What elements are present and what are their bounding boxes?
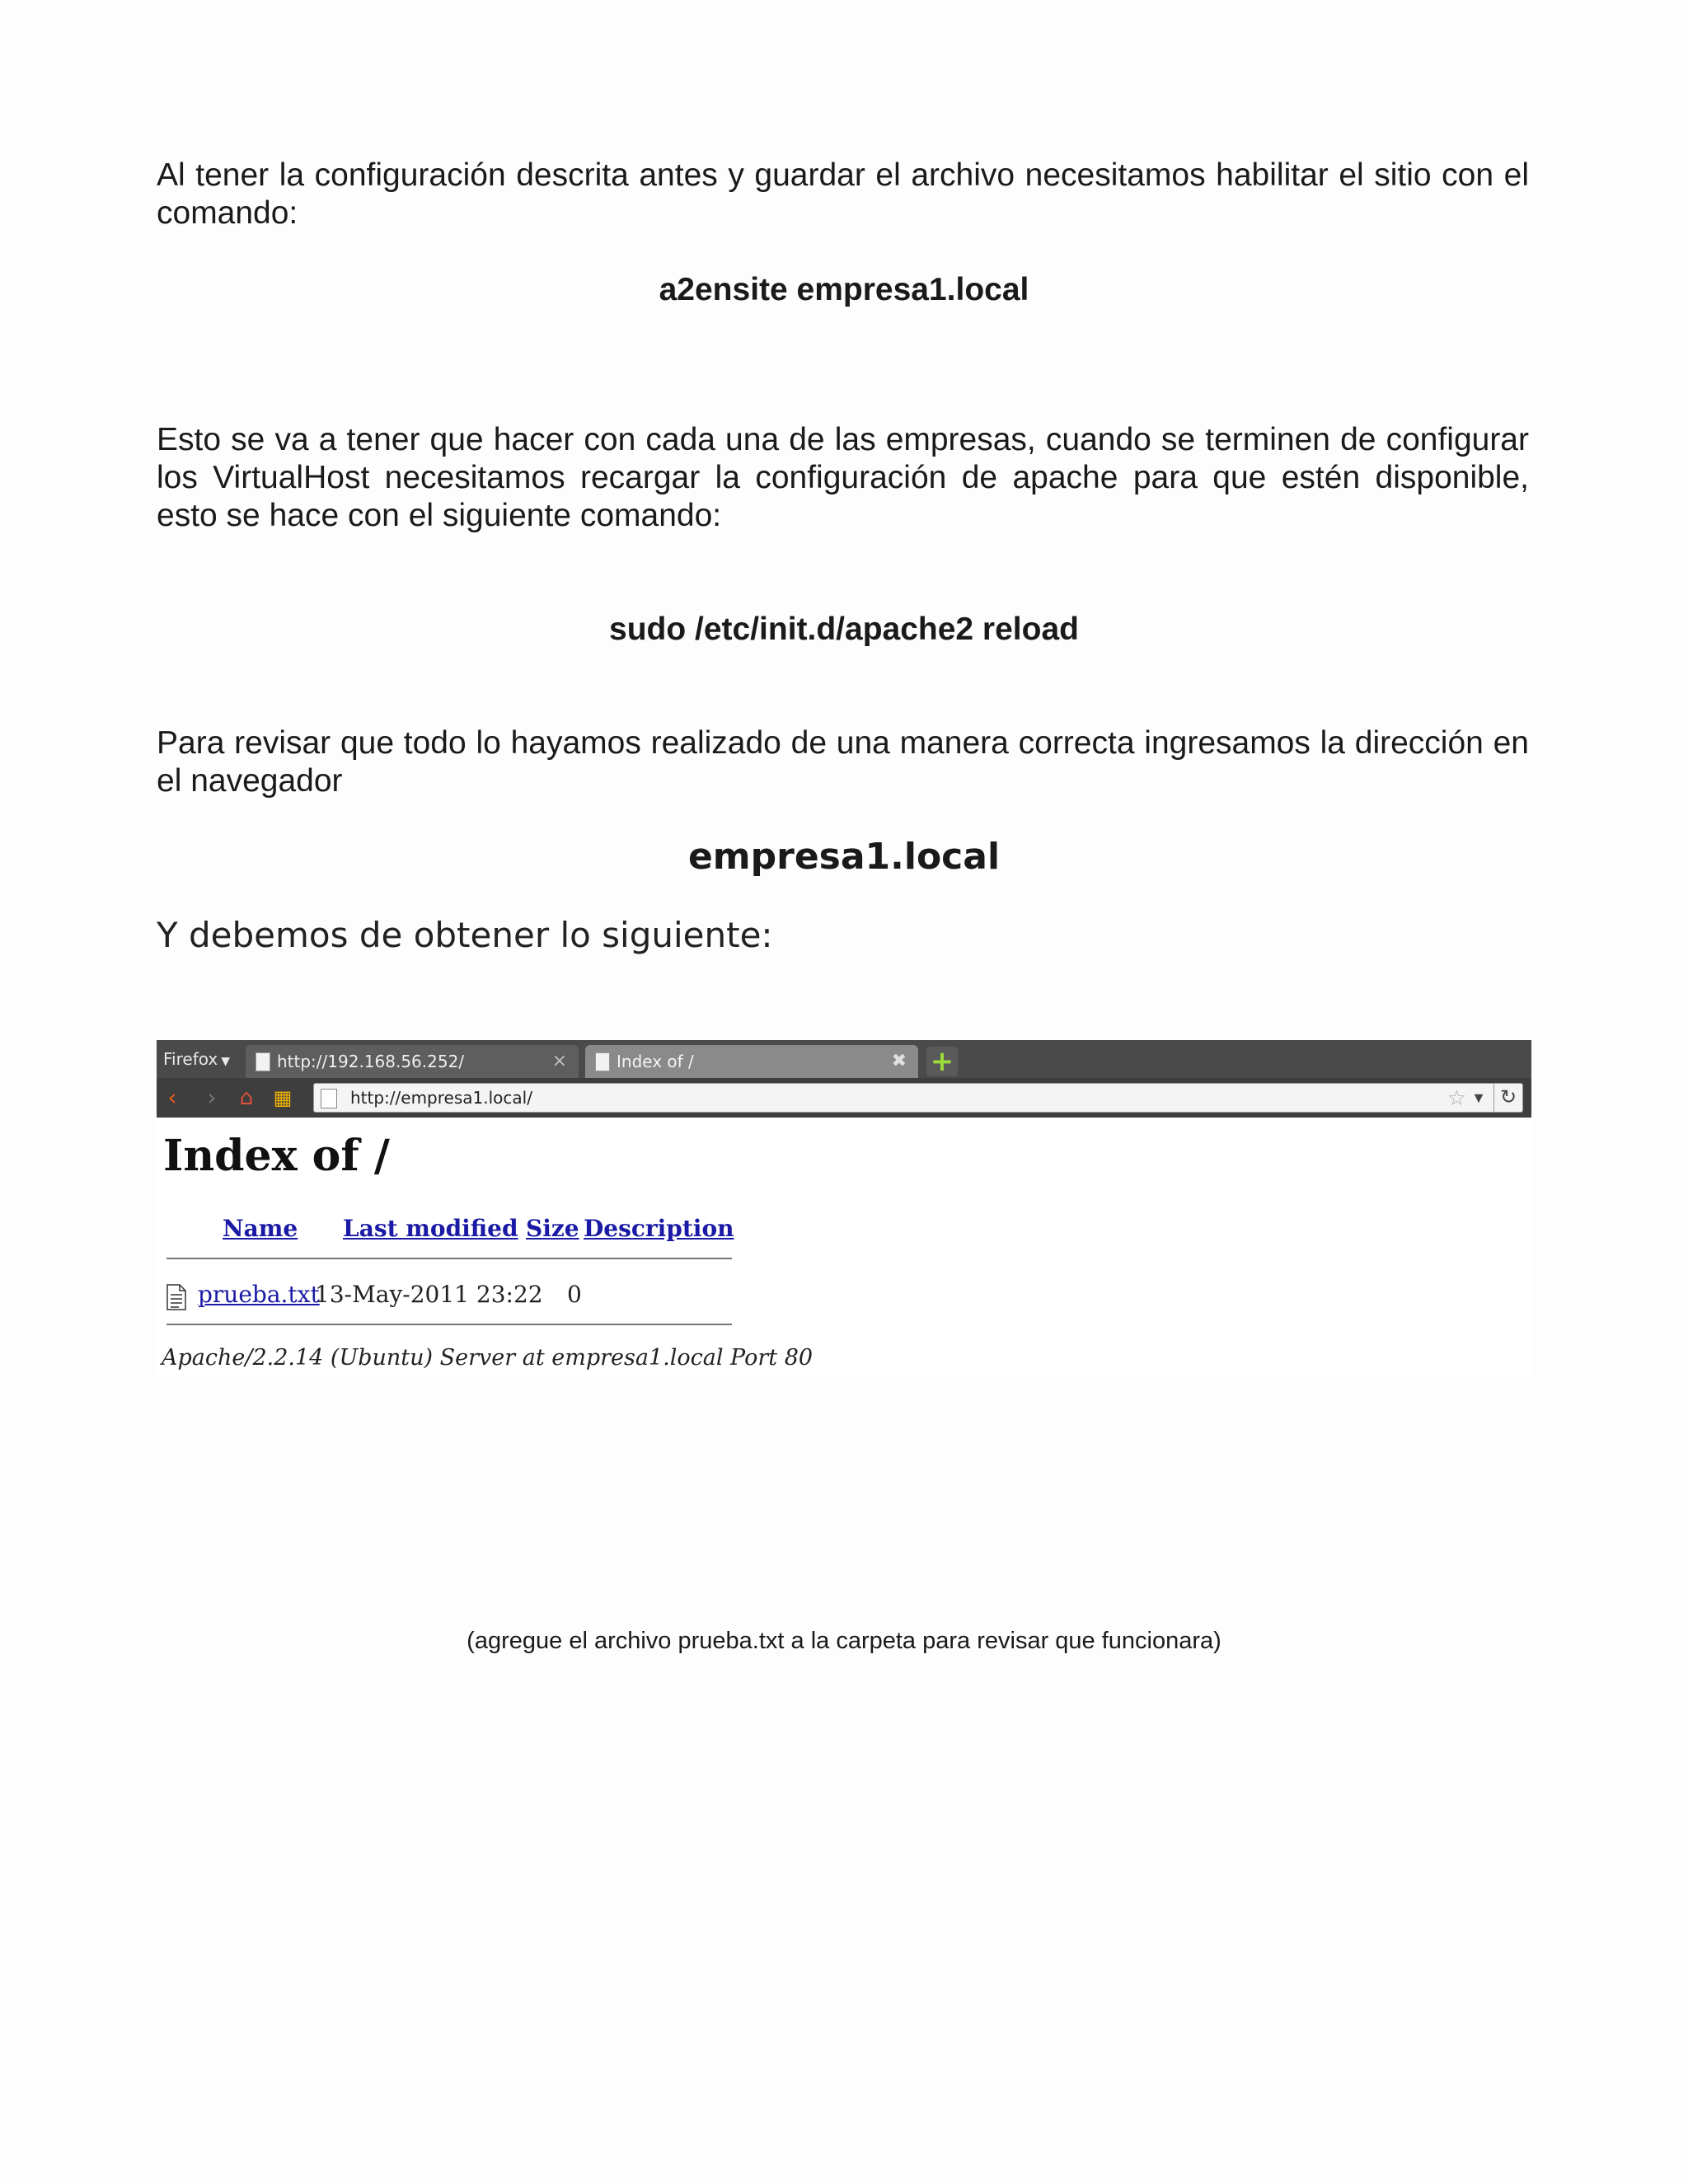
bookmark-star-icon[interactable]: ☆ xyxy=(1447,1085,1466,1110)
command-reload: sudo /etc/init.d/apache2 reload xyxy=(609,612,1079,647)
forward-arrow-icon: › xyxy=(207,1084,217,1111)
column-header-description[interactable]: Description xyxy=(584,1215,734,1242)
column-header-size[interactable]: Size xyxy=(526,1215,579,1242)
back-arrow-icon: ‹ xyxy=(167,1084,177,1111)
reload-icon[interactable]: ↻ xyxy=(1493,1084,1522,1112)
caption: (agregue el archivo prueba.txt a la carpeta para revisar que funcionara) xyxy=(467,1628,1221,1654)
server-signature: Apache/2.2.14 (Ubuntu) Server at empresa1.local Port 80 xyxy=(162,1345,814,1371)
text-file-icon xyxy=(166,1284,186,1310)
command-a2ensite: a2ensite empresa1.local xyxy=(659,272,1029,307)
home-button[interactable] xyxy=(234,1083,259,1113)
grid-icon: ▦ xyxy=(273,1086,293,1109)
apps-button[interactable] xyxy=(270,1083,295,1113)
subheading-expected-result: Y debemos de obtener lo siguiente: xyxy=(157,915,773,955)
url-text: http://empresa1.local/ xyxy=(350,1088,532,1108)
paragraph-reload-config: Esto se va a tener que hacer con cada una de las empresas, cuando se terminen de configurar los VirtualHost necesitamos recargar la configuración de apache para que estén disponible, esto se hace con el siguiente comando: xyxy=(157,422,1529,533)
tab-bar xyxy=(157,1040,1531,1078)
divider xyxy=(166,1258,732,1259)
navigation-bar xyxy=(157,1078,1531,1118)
page-icon xyxy=(256,1052,270,1071)
paragraph-enable-site: Al tener la configuración descrita antes y guardar el archivo necesitamos habilitar el sitio con el comando: xyxy=(157,157,1529,231)
file-size: 0 xyxy=(567,1281,582,1308)
back-button[interactable] xyxy=(160,1083,185,1113)
dropdown-arrow-icon[interactable]: ▼ xyxy=(1471,1090,1486,1106)
tab-index-of[interactable] xyxy=(585,1045,918,1078)
close-icon[interactable]: ✖ xyxy=(891,1051,907,1071)
divider xyxy=(166,1324,732,1325)
firefox-menu-label: Firefox xyxy=(163,1049,218,1069)
tab-label: Index of / xyxy=(617,1052,694,1071)
address-text: empresa1.local xyxy=(687,836,1001,878)
browser-screenshot xyxy=(157,1040,1531,1378)
tab-label: http://192.168.56.252/ xyxy=(277,1052,465,1071)
url-bar[interactable] xyxy=(313,1083,1523,1113)
new-tab-button[interactable] xyxy=(926,1047,958,1076)
forward-button[interactable] xyxy=(199,1083,224,1113)
tab-ip-address[interactable] xyxy=(246,1045,579,1078)
file-link-prueba[interactable]: prueba.txt xyxy=(198,1281,320,1308)
column-header-name[interactable]: Name xyxy=(223,1215,298,1242)
plus-icon: + xyxy=(930,1045,954,1078)
page-icon xyxy=(595,1052,610,1071)
firefox-menu-button[interactable] xyxy=(157,1040,239,1078)
file-last-modified: 13-May-2011 23:22 xyxy=(315,1281,543,1308)
home-icon: ⌂ xyxy=(239,1085,254,1110)
page-icon xyxy=(321,1089,337,1108)
column-header-last-modified[interactable]: Last modified xyxy=(343,1215,518,1242)
paragraph-check-browser: Para revisar que todo lo hayamos realizado de una manera correcta ingresamos la dirección en el navegador xyxy=(157,725,1529,799)
caret-down-icon: ▼ xyxy=(221,1055,230,1068)
close-icon[interactable]: × xyxy=(551,1051,567,1071)
page-title: Index of / xyxy=(163,1131,390,1181)
